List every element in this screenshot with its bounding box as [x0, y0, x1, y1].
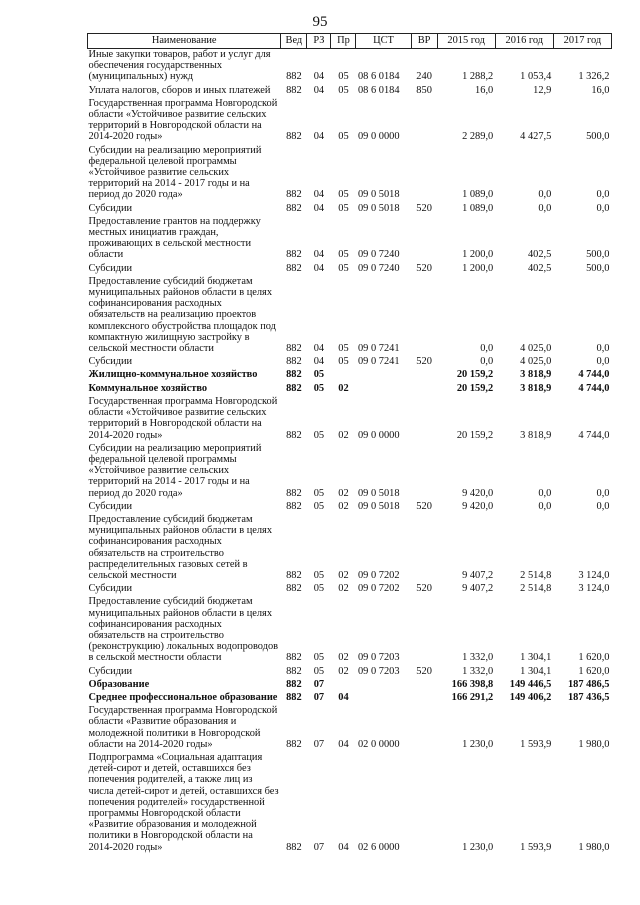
cell-y2017: 1 326,2	[578, 71, 610, 83]
cell-vr: 520	[416, 500, 432, 512]
cell-pr	[331, 369, 356, 382]
cell-name: Предоставление грантов на поддержку местных инициатив граждан, проживающих в сельской местности области	[88, 215, 261, 261]
cell-pr: 02	[338, 382, 349, 394]
table-row	[88, 263, 612, 276]
cell-y2017: 187 486,5	[567, 678, 610, 690]
cell-y2015: 20 159,2	[456, 429, 494, 441]
cell-vr	[411, 98, 437, 145]
table-row	[88, 356, 612, 369]
table-row	[88, 276, 612, 356]
cell-vr: 520	[416, 202, 432, 214]
cell-ved: 882	[286, 429, 302, 441]
page-number: 95	[312, 14, 328, 30]
cell-cst: 02 0 0000	[357, 738, 400, 750]
cell-y2015: 1 200,0	[462, 249, 494, 261]
cell-pr	[331, 679, 356, 692]
header-ved: Вед	[281, 34, 307, 49]
cell-pr: 02	[338, 569, 349, 581]
header-cst: ЦСТ	[356, 34, 411, 49]
cell-pr: 05	[338, 262, 349, 274]
cell-vr: 240	[416, 71, 432, 83]
cell-ved: 882	[286, 500, 302, 512]
cell-y2016: 0,0	[538, 189, 552, 201]
cell-ved: 882	[286, 652, 302, 664]
cell-cst	[356, 369, 411, 382]
table-row	[88, 216, 612, 263]
cell-y2015: 9 407,2	[462, 569, 494, 581]
cell-y2016: 4 025,0	[520, 343, 552, 355]
cell-vr	[411, 383, 437, 396]
cell-y2016: 12,9	[533, 84, 552, 96]
cell-rz: 04	[313, 262, 325, 274]
cell-cst: 09 0 5018	[357, 487, 400, 499]
cell-rz: 05	[313, 429, 325, 441]
cell-vr	[411, 369, 437, 382]
cell-pr: 05	[338, 343, 349, 355]
cell-cst: 09 0 0000	[357, 429, 400, 441]
cell-y2015: 2 289,0	[462, 131, 494, 143]
cell-y2017: 1 980,0	[578, 738, 610, 750]
table-body	[88, 49, 612, 855]
cell-ved: 882	[286, 202, 302, 214]
cell-y2017: 0,0	[596, 500, 610, 512]
cell-pr: 05	[338, 249, 349, 261]
cell-y2016: 1 304,1	[520, 652, 552, 664]
cell-vr	[411, 216, 437, 263]
cell-ved: 882	[286, 569, 302, 581]
cell-name: Субсидии	[88, 262, 133, 274]
cell-rz: 05	[313, 665, 325, 677]
cell-y2017: 500,0	[586, 262, 610, 274]
cell-y2017: 1 620,0	[578, 665, 610, 677]
cell-cst	[356, 692, 411, 705]
cell-rz: 05	[313, 583, 325, 595]
cell-cst: 08 6 0184	[357, 84, 400, 96]
cell-ved: 882	[286, 262, 302, 274]
cell-y2016: 3 818,9	[520, 369, 552, 381]
cell-y2015: 9 407,2	[462, 583, 494, 595]
cell-vr	[411, 692, 437, 705]
cell-vr	[411, 145, 437, 203]
table-row	[88, 98, 612, 145]
cell-ved: 882	[286, 382, 302, 394]
cell-cst: 02 6 0000	[357, 841, 400, 853]
cell-rz: 04	[313, 356, 325, 368]
cell-cst: 09 0 5018	[357, 202, 400, 214]
cell-ved: 882	[286, 343, 302, 355]
cell-vr	[411, 596, 437, 665]
cell-y2017: 500,0	[586, 249, 610, 261]
cell-name: Предоставление субсидий бюджетам муниципальных районов области в целях софинансирования расходных обязательств на реализацию проектов комплексного обустройства площадок под компактную жилищную застройку в сельской местности области	[88, 275, 276, 355]
cell-y2016: 2 514,8	[520, 569, 552, 581]
table-row	[88, 443, 612, 501]
cell-name: Среднее профессиональное образование	[88, 691, 278, 703]
cell-cst: 09 0 5018	[357, 189, 400, 201]
cell-pr: 02	[338, 429, 349, 441]
cell-y2017: 4 744,0	[578, 429, 610, 441]
cell-y2015: 20 159,2	[456, 382, 494, 394]
cell-y2015: 9 420,0	[462, 487, 494, 499]
cell-rz: 04	[313, 84, 325, 96]
cell-cst: 09 0 7202	[357, 569, 400, 581]
cell-name: Государственная программа Новгородской области «Развитие образования и молодежной политики в Новгородской области на 2014-2020 годы»	[88, 705, 278, 750]
cell-pr: 05	[338, 202, 349, 214]
cell-cst: 09 0 7203	[357, 665, 400, 677]
table-row	[88, 383, 612, 396]
cell-pr: 05	[338, 189, 349, 201]
cell-rz: 05	[313, 382, 325, 394]
cell-y2015: 20 159,2	[456, 369, 494, 381]
cell-y2016: 402,5	[527, 249, 552, 261]
cell-y2015: 16,0	[475, 84, 494, 96]
cell-name: Предоставление субсидий бюджетам муниципальных районов области в целях софинансирования расходных обязательств на строительство распределительных газовых сетей в сельской местности	[88, 513, 273, 581]
cell-vr	[411, 679, 437, 692]
cell-y2016: 4 427,5	[520, 131, 552, 143]
cell-cst: 09 0 0000	[357, 131, 400, 143]
cell-pr: 04	[338, 841, 349, 853]
cell-name: Субсидии	[88, 356, 133, 368]
cell-vr	[411, 443, 437, 501]
cell-y2015: 1 230,0	[462, 738, 494, 750]
header-2015: 2015 год	[437, 34, 495, 49]
cell-y2017: 500,0	[586, 131, 610, 143]
table-row	[88, 752, 612, 855]
cell-ved: 882	[286, 487, 302, 499]
cell-y2016: 2 514,8	[520, 583, 552, 595]
cell-y2017: 0,0	[596, 202, 610, 214]
cell-name: Субсидии на реализацию мероприятий федеральной целевой программы «Устойчивое развитие сельских территорий на 2014 - 2017 годы и на период до 2020 года»	[88, 144, 262, 201]
cell-cst: 09 0 7240	[357, 262, 400, 274]
cell-y2016: 149 446,5	[509, 678, 552, 690]
cell-name: Субсидии	[88, 583, 133, 595]
cell-y2015: 1 332,0	[462, 665, 494, 677]
cell-cst: 09 0 7203	[357, 652, 400, 664]
cell-ved: 882	[286, 189, 302, 201]
cell-cst: 09 0 5018	[357, 500, 400, 512]
cell-y2016: 402,5	[527, 262, 552, 274]
cell-y2016: 3 818,9	[520, 429, 552, 441]
cell-rz: 07	[313, 691, 325, 703]
cell-y2015: 0,0	[480, 343, 494, 355]
header-vr: ВР	[411, 34, 437, 49]
cell-name: Государственная программа Новгородской области «Устойчивое развитие сельских территорий в Новгородской области на 2014-2020 годы»	[88, 395, 278, 441]
cell-vr	[411, 752, 437, 855]
cell-y2017: 1 980,0	[578, 841, 610, 853]
cell-ved: 882	[286, 249, 302, 261]
cell-pr: 04	[338, 738, 349, 750]
cell-name: Субсидии	[88, 500, 133, 512]
table-row	[88, 369, 612, 382]
cell-rz: 07	[313, 738, 325, 750]
table-row	[88, 501, 612, 514]
cell-y2017: 0,0	[596, 487, 610, 499]
table-row	[88, 85, 612, 98]
cell-pr: 05	[338, 71, 349, 83]
cell-ved: 882	[286, 84, 302, 96]
cell-rz: 05	[313, 369, 325, 381]
cell-y2015: 0,0	[480, 356, 494, 368]
cell-cst: 09 0 7202	[357, 583, 400, 595]
cell-pr: 05	[338, 84, 349, 96]
cell-y2017: 16,0	[591, 84, 610, 96]
cell-rz: 04	[313, 189, 325, 201]
cell-y2015: 1 089,0	[462, 189, 494, 201]
cell-rz: 04	[313, 131, 325, 143]
cell-pr: 02	[338, 665, 349, 677]
cell-ved: 882	[286, 369, 302, 381]
table-row	[88, 583, 612, 596]
cell-rz: 07	[313, 678, 325, 690]
table-header-row	[88, 34, 612, 49]
cell-cst	[356, 679, 411, 692]
cell-ved: 882	[286, 71, 302, 83]
cell-y2016: 0,0	[538, 487, 552, 499]
cell-name: Жилищно-коммунальное хозяйство	[88, 369, 258, 381]
cell-y2015: 1 200,0	[462, 262, 494, 274]
cell-y2015: 166 291,2	[451, 691, 494, 703]
cell-y2016: 4 025,0	[520, 356, 552, 368]
cell-ved: 882	[286, 841, 302, 853]
cell-ved: 882	[286, 691, 302, 703]
cell-pr: 04	[338, 691, 349, 703]
table-row	[88, 596, 612, 665]
cell-rz: 07	[313, 841, 325, 853]
cell-ved: 882	[286, 583, 302, 595]
table-row	[88, 666, 612, 679]
cell-name: Уплата налогов, сборов и иных платежей	[88, 84, 271, 96]
cell-rz: 05	[313, 569, 325, 581]
table-row	[88, 203, 612, 216]
cell-y2016: 1 053,4	[520, 71, 552, 83]
cell-pr: 05	[338, 356, 349, 368]
cell-y2016: 0,0	[538, 500, 552, 512]
cell-y2017: 0,0	[596, 356, 610, 368]
cell-vr: 520	[416, 356, 432, 368]
cell-name: Иные закупки товаров, работ и услуг для обеспечения государственных (муниципальных) нужд	[88, 49, 271, 83]
cell-cst: 09 0 7240	[357, 249, 400, 261]
cell-vr	[411, 396, 437, 443]
cell-cst: 08 6 0184	[357, 71, 400, 83]
cell-rz: 05	[313, 652, 325, 664]
cell-cst	[356, 383, 411, 396]
cell-y2017: 1 620,0	[578, 652, 610, 664]
cell-vr: 850	[416, 84, 432, 96]
cell-y2016: 149 406,2	[509, 691, 552, 703]
cell-name: Субсидии	[88, 202, 133, 214]
table-row	[88, 396, 612, 443]
cell-cst: 09 0 7241	[357, 343, 400, 355]
cell-rz: 04	[313, 71, 325, 83]
table-row	[88, 679, 612, 692]
cell-rz: 05	[313, 500, 325, 512]
cell-vr: 520	[416, 583, 432, 595]
cell-y2016: 0,0	[538, 202, 552, 214]
cell-y2015: 1 332,0	[462, 652, 494, 664]
table-row	[88, 49, 612, 85]
cell-y2016: 1 593,9	[520, 841, 552, 853]
cell-pr: 05	[338, 131, 349, 143]
cell-rz: 05	[313, 487, 325, 499]
cell-y2016: 1 304,1	[520, 665, 552, 677]
cell-ved: 882	[286, 131, 302, 143]
cell-vr: 520	[416, 262, 432, 274]
cell-rz: 04	[313, 343, 325, 355]
cell-name: Государственная программа Новгородской области «Устойчивое развитие сельских территорий в Новгородской области на 2014-2020 годы»	[88, 97, 278, 143]
cell-ved: 882	[286, 665, 302, 677]
table-row	[88, 514, 612, 583]
cell-vr: 520	[416, 665, 432, 677]
cell-ved: 882	[286, 738, 302, 750]
cell-pr: 02	[338, 652, 349, 664]
cell-y2015: 1 288,2	[462, 71, 494, 83]
cell-pr: 02	[338, 500, 349, 512]
cell-y2017: 4 744,0	[578, 382, 610, 394]
cell-ved: 882	[286, 356, 302, 368]
cell-y2015: 9 420,0	[462, 500, 494, 512]
cell-y2017: 0,0	[596, 189, 610, 201]
cell-name: Подпрограмма «Социальная адаптация детей-сирот и детей, оставшихся без попечения родителей, а также лиц из числа детей-сирот и детей, оставшихся без попечения родителей» государственной программы Новгородской области «Развитие образования и молодежной политики в Новгородской области на 2014-2020 годы»	[88, 751, 279, 853]
table-row	[88, 705, 612, 752]
header-2016: 2016 год	[495, 34, 553, 49]
cell-y2017: 3 124,0	[578, 583, 610, 595]
cell-y2015: 1 230,0	[462, 841, 494, 853]
budget-table	[87, 33, 612, 855]
cell-y2017: 3 124,0	[578, 569, 610, 581]
header-rz: РЗ	[307, 34, 331, 49]
table-row	[88, 692, 612, 705]
header-pr: Пр	[331, 34, 356, 49]
cell-rz: 04	[313, 249, 325, 261]
cell-y2016: 1 593,9	[520, 738, 552, 750]
cell-rz: 04	[313, 202, 325, 214]
cell-y2017: 4 744,0	[578, 369, 610, 381]
cell-name: Образование	[88, 678, 150, 690]
cell-name: Коммунальное хозяйство	[88, 382, 208, 394]
cell-cst: 09 0 7241	[357, 356, 400, 368]
cell-name: Предоставление субсидий бюджетам муниципальных районов области в целях софинансирования расходных обязательств на строительство (реконструкцию) локальных водопроводов в сельской местности области	[88, 596, 279, 664]
table-row	[88, 145, 612, 203]
cell-name: Субсидии на реализацию мероприятий федеральной целевой программы «Устойчивое развитие сельских территорий на 2014 - 2017 годы и на период до 2020 года»	[88, 442, 262, 499]
cell-y2015: 1 089,0	[462, 202, 494, 214]
cell-name: Субсидии	[88, 665, 133, 677]
cell-ved: 882	[286, 678, 302, 690]
cell-vr	[411, 276, 437, 356]
cell-pr: 02	[338, 583, 349, 595]
cell-pr: 02	[338, 487, 349, 499]
cell-y2016: 3 818,9	[520, 382, 552, 394]
cell-y2017: 187 436,5	[567, 691, 610, 703]
cell-vr	[411, 514, 437, 583]
cell-y2015: 166 398,8	[451, 678, 494, 690]
cell-y2017: 0,0	[596, 343, 610, 355]
header-2017: 2017 год	[553, 34, 611, 49]
header-name: Наименование	[88, 34, 281, 49]
cell-vr	[411, 705, 437, 752]
